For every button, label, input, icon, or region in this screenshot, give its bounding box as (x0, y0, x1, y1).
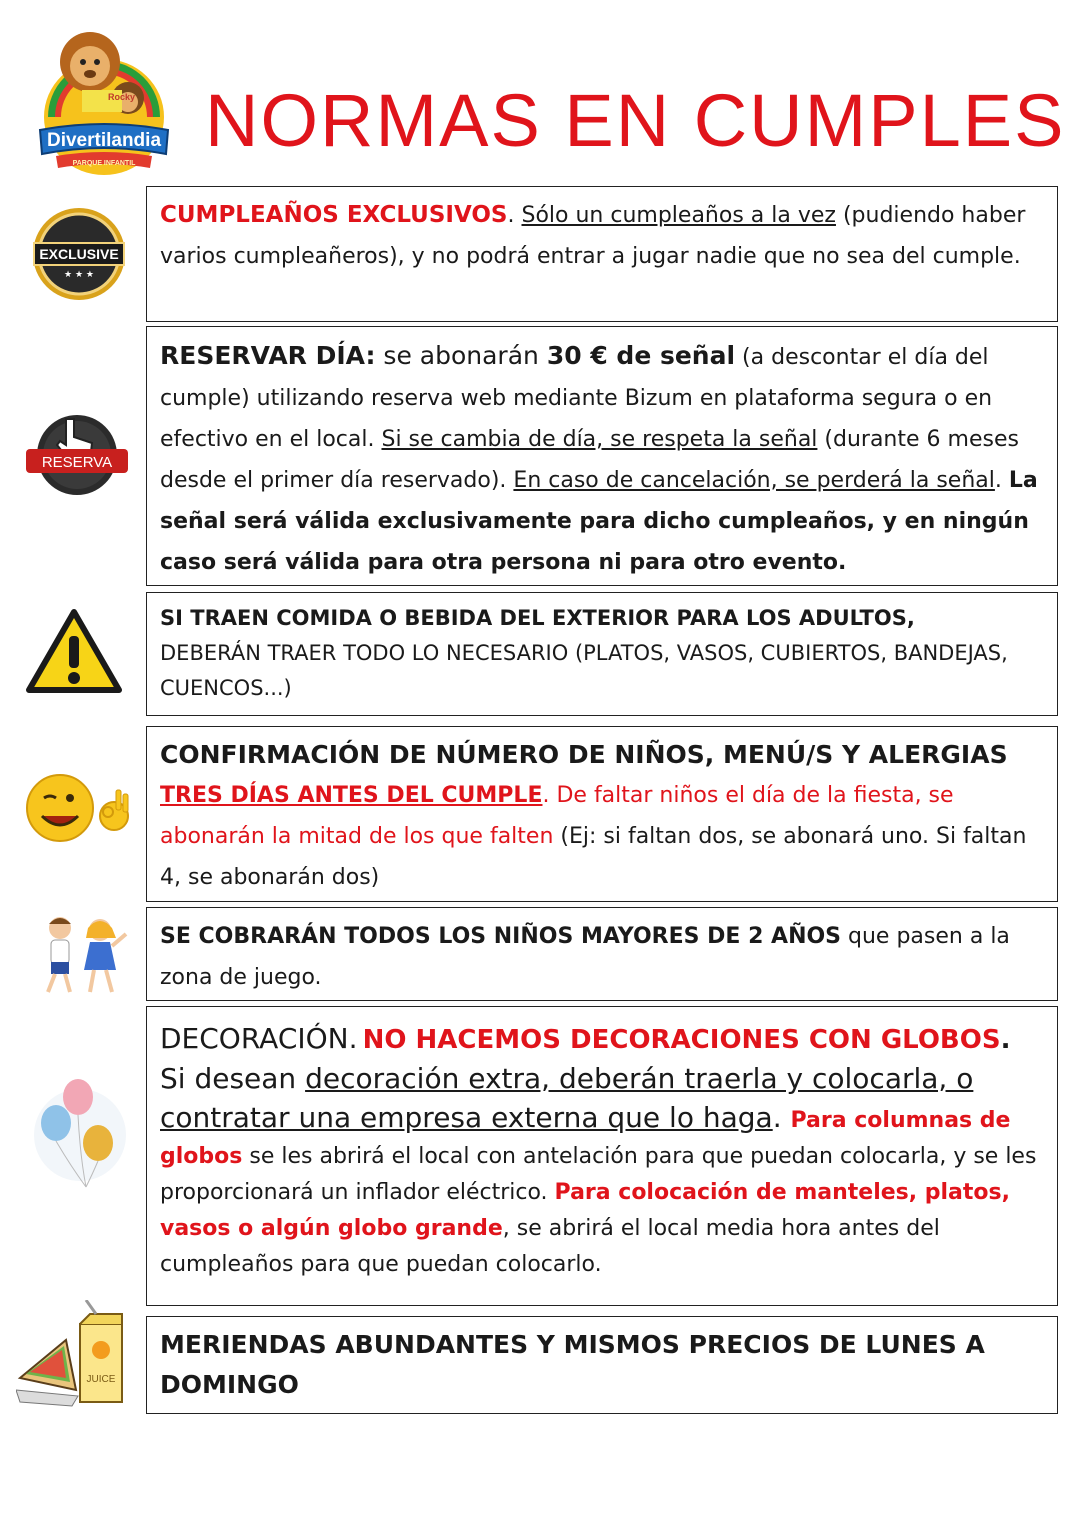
rule-charge-text: que pasen a la zona de juego. (160, 924, 1010, 990)
rule-exclusive-heading: CUMPLEAÑOS EXCLUSIVOS (160, 202, 508, 228)
rule-confirm (146, 726, 1058, 902)
rule-reserve-amount: 30 € de señal (546, 341, 736, 370)
rule-confirm-missing-children: . De faltar niños el día de la fiesta, se abonarán la mitad de los que falten (160, 783, 954, 849)
sandwich-juice-icon (16, 1300, 128, 1414)
rule-food-heading: SI TRAEN COMIDA O BEBIDA DEL EXTERIOR PARA LOS ADULTOS, (160, 606, 915, 630)
rule-decoration-balloon-columns: Para columnas de globos (160, 1108, 1011, 1169)
exclusive-icon-text: EXCLUSIVE (39, 246, 119, 262)
rule-reserve-validity: La señal será válida exclusivamente para dicho cumpleaños, y en ningún caso será válida para otra persona ni para otro evento. (160, 468, 1038, 575)
rule-exclusive-underlined: Sólo un cumpleaños a la vez (521, 203, 836, 228)
brand-name: Divertilandia (46, 130, 162, 151)
rule-decoration-tablecloths: Para colocación de manteles, platos, vasos o algún globo grande (160, 1180, 1010, 1241)
rule-food (146, 592, 1058, 716)
rule-charge-heading: SE COBRARÁN TODOS LOS NIÑOS MAYORES DE 2 AÑOS (160, 924, 842, 949)
juice-label: JUICE (86, 1374, 116, 1385)
rule-charge (146, 907, 1058, 1001)
rule-food-text: DEBERÁN TRAER TODO LO NECESARIO (PLATOS, VASOS, CUBIERTOS, BANDEJAS, CUENCOS...) (160, 641, 1008, 700)
rule-snacks-heading: MERIENDAS ABUNDANTES Y MISMOS PRECIOS DE LUNES A DOMINGO (160, 1330, 985, 1399)
brand-tagline: PARQUE INFANTIL (72, 160, 136, 167)
rule-confirm-example: (Ej: si faltan dos, se abonará uno. Si faltan 4, se abonarán dos) (160, 824, 1027, 890)
rule-exclusive-text: (pudiendo haber varios cumpleañeros), y no podrá entrar a jugar nadie que no sea del cumple. (160, 203, 1026, 269)
rule-reserve-change-day: Si se cambia de día, se respeta la señal (381, 427, 818, 452)
children-playing-icon (34, 912, 130, 1002)
rule-snacks (146, 1316, 1058, 1414)
balloons-icon (30, 1075, 130, 1199)
rule-reserve-cancellation: En caso de cancelación, se perderá la señal (513, 468, 995, 493)
divertilandia-logo (38, 22, 170, 180)
rule-decoration: DECORACIÓN. NO HACEMOS DECORACIONES CON GLOBOS. Si desean decoración extra, deberán traerla y colocarla, o contratar una empresa externa que lo haga. Para columnas de globos se les abrirá el local con antelación para que puedan colocarla, y se les proporcionará un inflador eléctrico. Para colocación de manteles, platos, vasos o algún globo grande, se abrirá el local media hora antes del cumpleaños para que puedan colocarlo. (146, 1006, 1058, 1306)
mascot-label: Rocky (108, 92, 136, 102)
warning-icon (24, 606, 124, 700)
rule-reserve: RESERVAR DÍA: se abonarán 30 € de señal (a descontar el día del cumple) utilizando reserva web mediante Bizum en plataforma segura o en efectivo en el local. Si se cambia de día, se respeta la señal (durante 6 meses desde el primer día reservado). En caso de cancelación, se perderá la señal. La señal será válida exclusivamente para dicho cumpleaños, y en ningún caso será válida para otra persona ni para otro evento. (146, 326, 1058, 586)
reserve-icon-text: RESERVA (41, 454, 113, 471)
page-title: NORMAS EN CUMPLES (205, 79, 1066, 162)
rule-confirm-heading: CONFIRMACIÓN DE NÚMERO DE NIÑOS, MENÚ/S Y ALERGIAS (160, 740, 1008, 769)
rule-decoration-extra: decoración extra, deberán traerla y colocarla, o contratar una empresa externa que lo haga (160, 1062, 974, 1134)
winking-smiley-icon (24, 772, 136, 848)
rule-reserve-heading: RESERVAR DÍA: (160, 341, 376, 370)
svg-text:★ ★ ★: ★ ★ ★ (64, 270, 94, 280)
exclusive-badge-icon (30, 205, 128, 307)
rule-exclusive: CUMPLEAÑOS EXCLUSIVOS. Sólo un cumpleaños a la vez (pudiendo haber varios cumpleañeros), y no podrá entrar a jugar nadie que no sea del cumple. (146, 186, 1058, 322)
rule-decoration-no-balloons: NO HACEMOS DECORACIONES CON GLOBOS (362, 1025, 1001, 1055)
rule-confirm-deadline: TRES DÍAS ANTES DEL CUMPLE (160, 783, 543, 808)
reserve-button-icon (24, 405, 130, 501)
rule-decoration-heading: DECORACIÓN. (160, 1022, 358, 1055)
